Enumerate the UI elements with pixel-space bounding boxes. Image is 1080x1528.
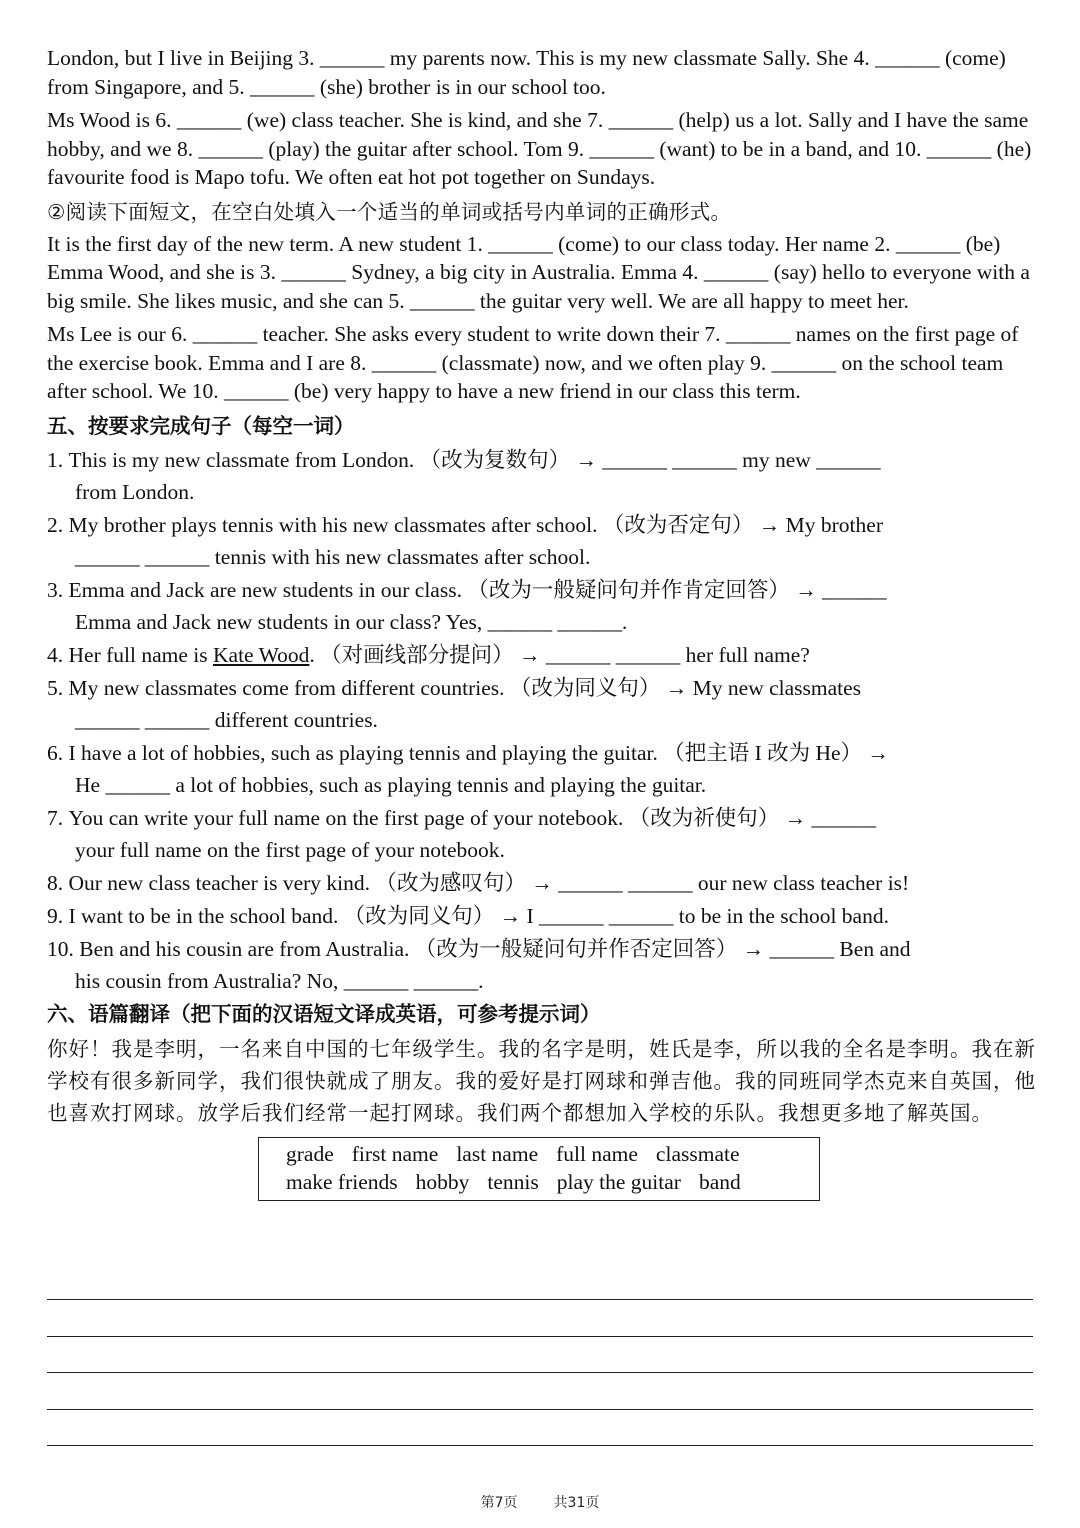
passage1-paragraph-2: Ms Wood is 6. ______ (we) class teacher. She is kind, and she 7. ______ (help) us a lot. Sally and I have the same hobby, and we 8. ______ (play) the guitar after school. Tom 9. ______ (want) to be in a band, and 10. ______ (he) favourite food is Mapo tofu. We often eat hot pot together on Sundays. — [47, 108, 1037, 189]
question-4 — [47, 640, 1037, 670]
hint-word: play the guitar — [556, 1170, 681, 1194]
question-continuation: your full name on the first page of your notebook. — [75, 837, 505, 862]
question-text: I have a lot of hobbies, such as playing tennis and playing the guitar. （把主语 I 改为 He） → — [68, 740, 889, 765]
writing-line[interactable] — [47, 1409, 1033, 1410]
question-text: Her full name is — [68, 642, 213, 667]
hint-word: classmate — [655, 1141, 740, 1166]
question-text: This is my new classmate from London. （改为复数句） → ______ ______ my new ______ — [68, 447, 881, 472]
question-number: 1. — [47, 447, 69, 472]
question-9 — [47, 901, 1037, 931]
question-7 — [47, 803, 1037, 865]
worksheet-page — [47, 44, 1037, 1201]
passage1-paragraph-1: London, but I live in Beijing 3. ______ my parents now. This is my new classmate Sally. She 4. ______ (come) from Singapore, and 5. ______ (she) brother is in our school too. — [47, 46, 1012, 99]
question-text: Ben and his cousin are from Australia. （改为一般疑问句并作否定回答） → ______ Ben and — [79, 936, 911, 961]
hint-row-2 — [286, 1168, 819, 1197]
question-number: 5. — [47, 675, 69, 700]
question-text: Emma and Jack are new students in our class. （改为一般疑问句并作肯定回答） → ______ — [68, 577, 887, 602]
question-continuation: ______ ______ different countries. — [75, 707, 378, 732]
question-number: 10. — [47, 936, 80, 961]
writing-line[interactable] — [47, 1299, 1033, 1300]
question-number: 8. — [47, 870, 69, 895]
page-number: 第7页 — [480, 1495, 518, 1511]
hint-word: band — [698, 1170, 741, 1194]
question-text: Our new class teacher is very kind. （改为感叹句） → ______ ______ our new class teacher is! — [68, 870, 910, 895]
question-number: 2. — [47, 512, 69, 537]
writing-line[interactable] — [47, 1336, 1033, 1337]
hint-word: grade — [286, 1141, 334, 1166]
page-total: 共31页 — [553, 1495, 600, 1511]
section5-questions — [47, 445, 1037, 996]
question-number: 4. — [47, 642, 69, 667]
answer-writing-lines — [47, 1299, 1033, 1482]
question-2 — [47, 510, 1037, 572]
question-text-tail: . （对画线部分提问） → ______ ______ her full name? — [309, 642, 810, 667]
question-10 — [47, 934, 1037, 996]
passage2-instruction: ②阅读下面短文，在空白处填入一个适当的单词或括号内单词的正确形式。 — [47, 199, 732, 224]
hint-words-box — [258, 1137, 820, 1201]
hint-word: hobby — [415, 1170, 470, 1194]
hint-word: first name — [351, 1141, 439, 1166]
question-6 — [47, 738, 1037, 800]
section6-title: 六、语篇翻译（把下面的汉语短文译成英语，可参考提示词） — [47, 1001, 601, 1026]
question-3 — [47, 575, 1037, 637]
passage2-paragraph-1: It is the first day of the new term. A new student 1. ______ (come) to our class today. Her name 2. ______ (be) Emma Wood, and she is 3. ______ Sydney, a big city in Australia. Emma 4. ______ (say) hello to everyone with a big smile. She likes music, and she can 5. ______ the guitar very well. We are all happy to meet her. — [47, 231, 1036, 313]
hint-word: last name — [456, 1141, 539, 1166]
question-continuation: from London. — [75, 479, 195, 504]
hint-row-1 — [286, 1140, 819, 1169]
question-text: I want to be in the school band. （改为同义句） → I ______ ______ to be in the school band. — [68, 903, 889, 928]
page-footer — [0, 1492, 1080, 1512]
question-continuation: He ______ a lot of hobbies, such as playing tennis and playing the guitar. — [75, 772, 707, 797]
question-5 — [47, 673, 1037, 735]
question-number: 7. — [47, 805, 69, 830]
hint-word: make friends — [286, 1170, 398, 1194]
passage2-paragraph-2: Ms Lee is our 6. ______ teacher. She asks every student to write down their 7. ______ names on the first page of the exercise book. Emma and I are 8. ______ (classmate) now, and we often play 9. ______ on the school team after school. We 10. ______ (be) very happy to have a new friend in our class this term. — [47, 322, 1024, 403]
question-continuation: ______ ______ tennis with his new classmates after school. — [75, 544, 591, 569]
question-number: 9. — [47, 903, 69, 928]
question-number: 3. — [47, 577, 69, 602]
section5-title: 五、按要求完成句子（每空一词） — [47, 413, 355, 438]
question-8 — [47, 868, 1037, 898]
hint-word: full name — [556, 1141, 638, 1166]
translation-source-text: 你好！我是李明，一名来自中国的七年级学生。我的名字是明，姓氏是李，所以我的全名是李明。我在新学校有很多新同学，我们很快就成了朋友。我的爱好是打网球和弹吉他。我的同班同学杰克来自英国，他也喜欢打网球。放学后我们经常一起打网球。我们两个都想加入学校的乐队。我想更多地了解英国。 — [47, 1036, 1036, 1125]
writing-line[interactable] — [47, 1372, 1033, 1373]
writing-line[interactable] — [47, 1445, 1033, 1446]
question-number: 6. — [47, 740, 69, 765]
underlined-phrase: Kate Wood — [213, 642, 310, 667]
question-text: My brother plays tennis with his new classmates after school. （改为否定句） → My brother — [68, 512, 883, 537]
question-continuation: Emma and Jack new students in our class? Yes, ______ ______. — [75, 609, 628, 634]
question-continuation: his cousin from Australia? No, ______ ______. — [75, 968, 484, 993]
question-text: You can write your full name on the first page of your notebook. （改为祈使句） → ______ — [68, 805, 877, 830]
hint-word: tennis — [487, 1170, 539, 1194]
question-1 — [47, 445, 1037, 507]
question-text: My new classmates come from different countries. （改为同义句） → My new classmates — [68, 675, 862, 700]
